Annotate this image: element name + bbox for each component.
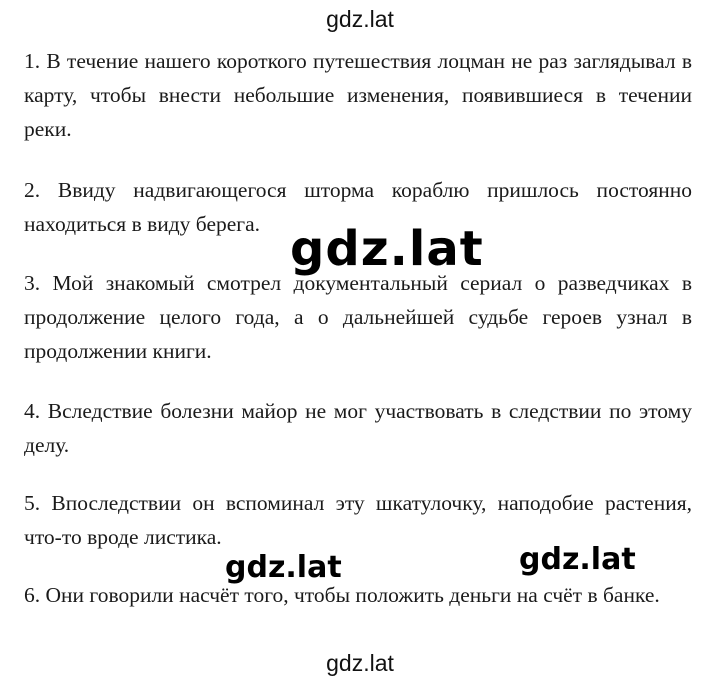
watermark-center: gdz.lat bbox=[290, 221, 484, 277]
watermark-bottom: gdz.lat bbox=[326, 650, 394, 676]
paragraph-5: 5. Впоследствии он вспоминал эту шкатулочку, наподобие растения, что-то вроде листика. bbox=[24, 491, 692, 549]
paragraph-1: 1. В течение нашего короткого путешествия лоцман не раз заглядывал в карту, чтобы внести небольшие изменения, появившиеся в течении реки. bbox=[24, 49, 692, 141]
paragraph-4: 4. Вследствие болезни майор не мог участвовать в следствии по этому делу. bbox=[24, 399, 692, 457]
paragraph-2: 2. Ввиду надвигающегося шторма кораблю пришлось постоянно находиться в виду берега. bbox=[24, 178, 692, 236]
paragraph-3: 3. Мой знакомый смотрел документальный сериал о разведчиках в продолжение целого года, а о дальнейшей судьбе героев узнал в продолжении книги. bbox=[24, 271, 692, 363]
watermark-top: gdz.lat bbox=[326, 6, 394, 32]
paragraph-6: 6. Они говорили насчёт того, чтобы положить деньги на счёт в банке. bbox=[24, 583, 660, 607]
watermark-right: gdz.lat bbox=[516, 545, 639, 575]
watermark-left: gdz.lat bbox=[222, 553, 345, 583]
